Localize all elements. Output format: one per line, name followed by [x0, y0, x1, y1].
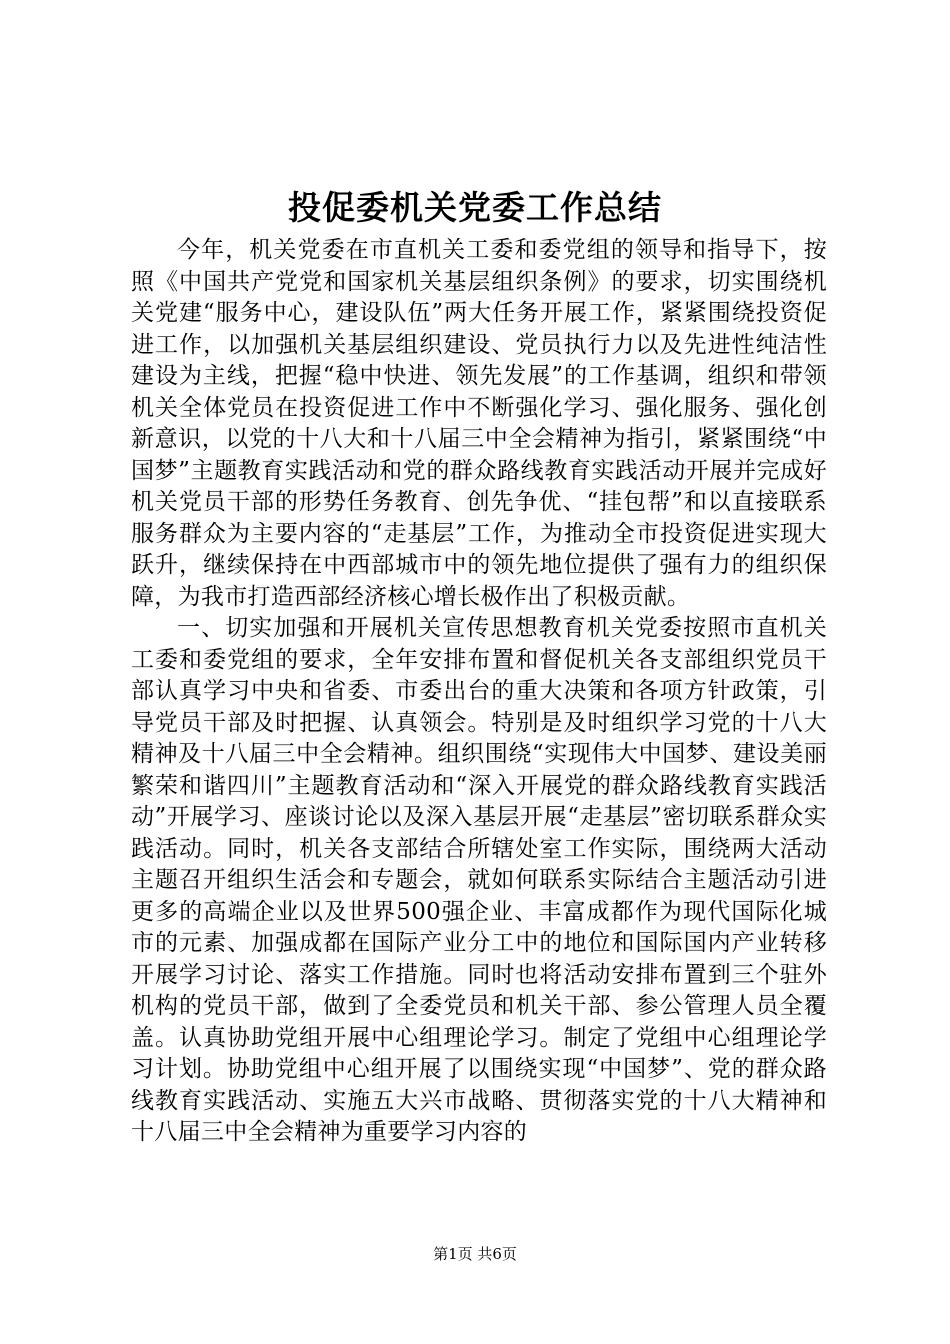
document-body [131, 235, 827, 1149]
paragraph-intro: 今年，机关党委在市直机关工委和委党组的领导和指导下，按照《中国共产党党和国家机关基层组织条例》的要求，切实围绕机关党建“服务中心，建设队伍”两大任务开展工作，紧紧围绕投资促进工作，以加强机关基层组织建设、党员执行力以及先进性纯洁性建设为主线，把握“稳中快进、领先发展”的工作基调，组织和带领机关全体党员在投资促进工作中不断强化学习、强化服务、强化创新意识，以党的十八大和十八届三中全会精神为指引，紧紧围绕“中国梦”主题教育实践活动和党的群众路线教育实践活动开展并完成好机关党员干部的形势任务教育、创先争优、“挂包帮”和以直接联系服务群众为主要内容的“走基层”工作，为推动全市投资促进实现大跃升，继续保持在中西部城市中的领先地位提供了强有力的组织保障，为我市打造西部经济核心增长极作出了积极贡献。 [131, 237, 827, 610]
document-title: 投促委机关党委工作总结 [288, 188, 662, 227]
paragraph-section-1: 一、切实加强和开展机关宣传思想教育机关党委按照市直机关工委和委党组的要求，全年安排布置和督促机关各支部组织党员干部认真学习中央和省委、市委出台的重大决策和各项方针政策，引导党员干部及时把握、认真领会。特别是及时组织学习党的十八大精神及十八届三中全会精神。组织围绕“实现伟大中国梦、建设美丽繁荣和谐四川”主题教育活动和“深入开展党的群众路线教育实践活动”开展学习、座谈讨论以及深入基层开展“走基层”密切联系群众实践活动。同时，机关各支部结合所辖处室工作实际，围绕两大活动主题召开组织生活会和专题会，就如何联系实际结合主题活动引进更多的高端企业以及世界500强企业、丰富成都作为现代国际化城市的元素、加强成都在国际产业分工中的地位和国际国内产业转移开展学习讨论、落实工作措施。同时也将活动安排布置到三个驻外机构的党员干部，做到了全委党员和机关干部、参公管理人员全覆盖。认真协助党组开展中心组理论学习。制定了党组中心组理论学习计划。协助党组中心组开展了以围绕实现“中国梦”、党的群众路线教育实践活动、实施五大兴市战略、贯彻落实党的十八大精神和十八届三中全会精神为重要学习内容的 [131, 615, 827, 1145]
page-footer: 第1页 共6页 [433, 1245, 517, 1263]
